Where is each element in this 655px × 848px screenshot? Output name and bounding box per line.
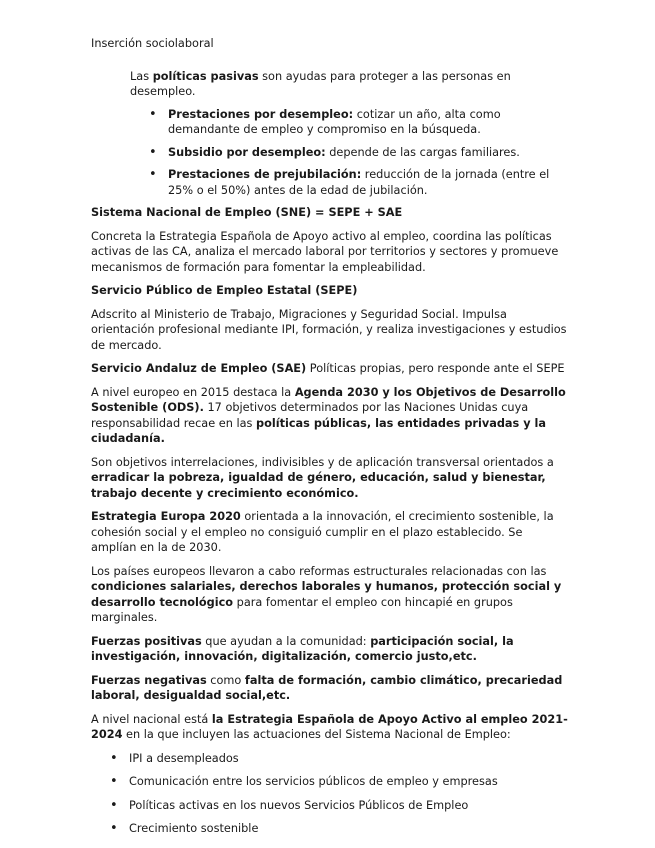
sae-paragraph: Servicio Andaluz de Empleo (SAE) Políticas propias, pero responde ante el SEPE: [91, 362, 565, 375]
passive-policies-list: [91, 107, 571, 199]
estrategia-nacional-paragraph: A nivel nacional está la Estrategia Española de Apoyo Activo al empleo 2021-2024 en la que incluyen las actuaciones del Sistema Nacional de Empleo:: [91, 712, 568, 741]
agenda-2030-paragraph: A nivel europeo en 2015 destaca la Agenda 2030 y los Objetivos de Desarrollo Sostenible (ODS). 17 objetivos determinados por las Naciones Unidas cuya responsabilidad recae en las políticas públicas, las entidades privadas y la ciudadanía.: [91, 385, 566, 445]
list-item: • Prestaciones por desempleo: cotizar un año, alta como demandante de empleo y compromiso en la búsqueda.: [168, 107, 571, 138]
fuerzas-positivas-paragraph: Fuerzas positivas que ayudan a la comunidad: participación social, la investigación, innovación, digitalización, comercio justo,etc.: [91, 634, 514, 663]
list-item: • IPI a desempleados: [129, 751, 571, 767]
sepe-body: Adscrito al Ministerio de Trabajo, Migraciones y Seguridad Social. Impulsa orientación profesional mediante IPI, formación, y realiza investigaciones y estudios de mercado.: [91, 307, 567, 352]
sepe-heading: Servicio Público de Empleo Estatal (SEPE): [91, 284, 358, 297]
fuerzas-negativas-paragraph: Fuerzas negativas como falta de formación, cambio climático, precariedad laboral, desigualdad social,etc.: [91, 673, 563, 702]
passive-policies-intro: Las políticas pasivas son ayudas para proteger a las personas en desempleo.: [130, 69, 511, 98]
list-item: • Prestaciones de prejubilación: reducción de la jornada (entre el 25% o el 50%) antes de la edad de jubilación.: [168, 167, 571, 198]
reformas-paragraph: Los países europeos llevaron a cabo reformas estructurales relacionadas con las condiciones salariales, derechos laborales y humanos, protección social y desarrollo tecnológico para fomentar el empleo con hincapié en grupos marginales.: [91, 564, 562, 624]
list-item: • Comunicación entre los servicios públicos de empleo y empresas: [129, 774, 571, 790]
page-header: Inserción sociolaboral: [91, 37, 214, 50]
list-item: • Crecimiento sostenible: [129, 821, 571, 837]
list-item: • Subsidio por desempleo: depende de las cargas familiares.: [168, 145, 571, 161]
objetivos-paragraph: Son objetivos interrelaciones, indivisibles y de aplicación transversal orientados a erradicar la pobreza, igualdad de género, educación, salud y bienestar, trabajo decente y crecimiento económico.: [91, 455, 554, 500]
sne-body: Concreta la Estrategia Española de Apoyo activo al empleo, coordina las políticas activas de las CA, analiza el mercado laboral por territorios y sectores y promueve mecanismos de formación para fomentar la empleabilidad.: [91, 229, 559, 274]
document-page: [91, 36, 571, 845]
list-item: • Políticas activas en los nuevos Servicios Públicos de Empleo: [129, 798, 571, 814]
europa-2020-paragraph: Estrategia Europa 2020 orientada a la innovación, el crecimiento sostenible, la cohesión social y el empleo no consiguió cumplir en el plazo establecido. Se amplían en la de 2030.: [91, 510, 554, 554]
actuaciones-list: [91, 751, 571, 837]
sne-heading: Sistema Nacional de Empleo (SNE) = SEPE + SAE: [91, 206, 403, 219]
